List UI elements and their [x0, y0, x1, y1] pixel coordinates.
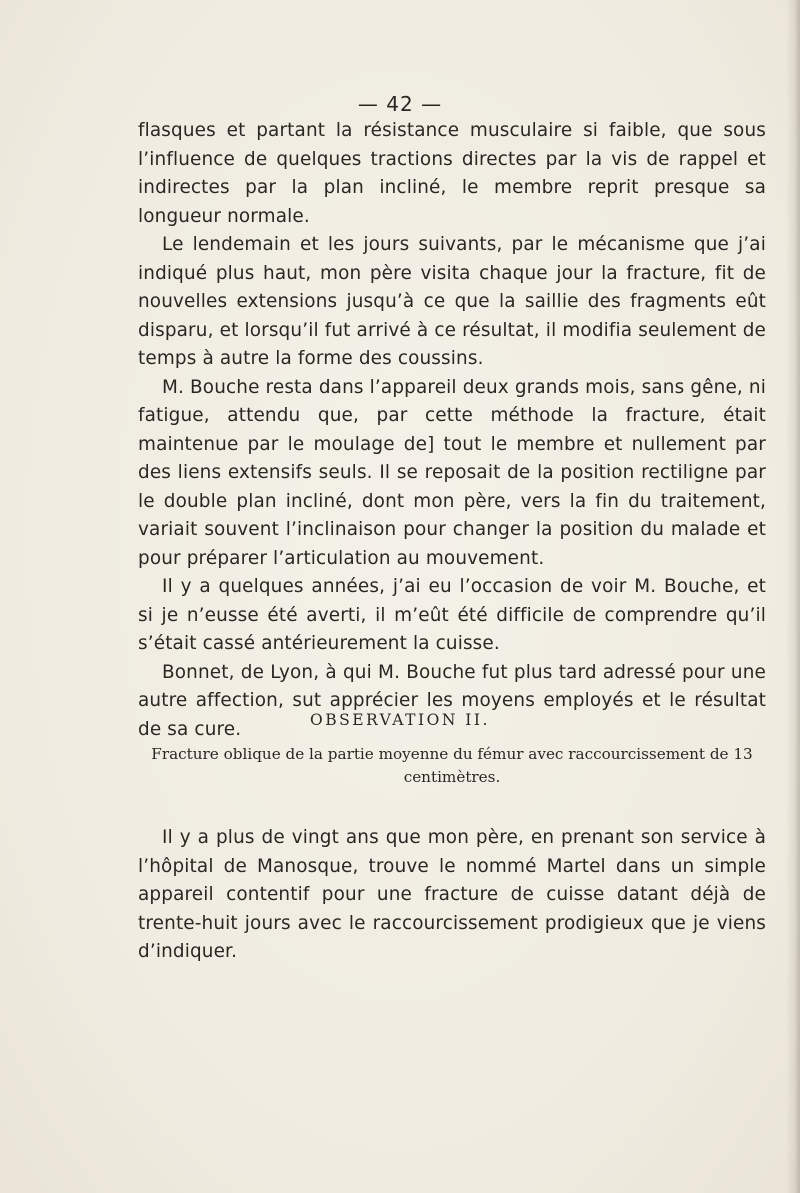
paragraph: M. Bouche resta dans l’appareil deux grands mois, sans gêne, ni fatigue, attendu que, par cette méthode la fracture, était maintenue par le moulage de] tout le membre et nullement par des liens extensifs seuls. Il se reposait de la position rectiligne par le double plan incliné, dont mon père, vers la fin du traitement, variait souvent l’inclinaison pour changer la position du malade et pour préparer l’articulation au mouvement. — [138, 376, 766, 569]
section-subtitle: Fracture oblique de la partie moyenne du fémur avec raccourcissement de 13 centimètres. — [151, 745, 753, 786]
paragraph: Il y a plus de vingt ans que mon père, en prenant son service à l’hôpital de Manosque, trouve le nommé Martel dans un simple appareil contentif pour une fracture de cuisse datant déjà de trente-huit jours avec le raccourcissement prodigieux que je viens d’indiquer. — [138, 827, 766, 962]
section-title: OBSERVATION II. — [310, 711, 490, 729]
paragraph: flasques et partant la résistance musculaire si faible, que sous l’influence de quelques tractions directes par la vis de rappel et indirectes par la plan incliné, le membre reprit presque sa longueur normale. — [138, 120, 766, 227]
text-block-before — [138, 117, 766, 744]
paragraph: Bonnet, de Lyon, à qui M. Bouche fut plus tard adressé pour une autre affection, sut apprécier les moyens employés et le résultat de sa cure. — [138, 661, 766, 740]
paragraph: Il y a quelques années, j’ai eu l’occasion de voir M. Bouche, et si je n’eusse été averti, il m’eût été difficile de comprendre qu’il s’était cassé antérieurement la cuisse. — [138, 576, 766, 654]
page-edge-shadow — [786, 0, 800, 1193]
text-block-after — [138, 824, 766, 967]
paragraph: Le lendemain et les jours suivants, par le mécanisme que j’ai indiqué plus haut, mon père visita chaque jour la fracture, fit de nouvelles extensions jusqu’à ce que la saillie des fragments eût disparu, et lorsqu’il fut arrivé à ce résultat, il modifia seulement de temps à autre la forme des coussins. — [138, 234, 766, 369]
page-number: — 42 — — [357, 92, 443, 116]
